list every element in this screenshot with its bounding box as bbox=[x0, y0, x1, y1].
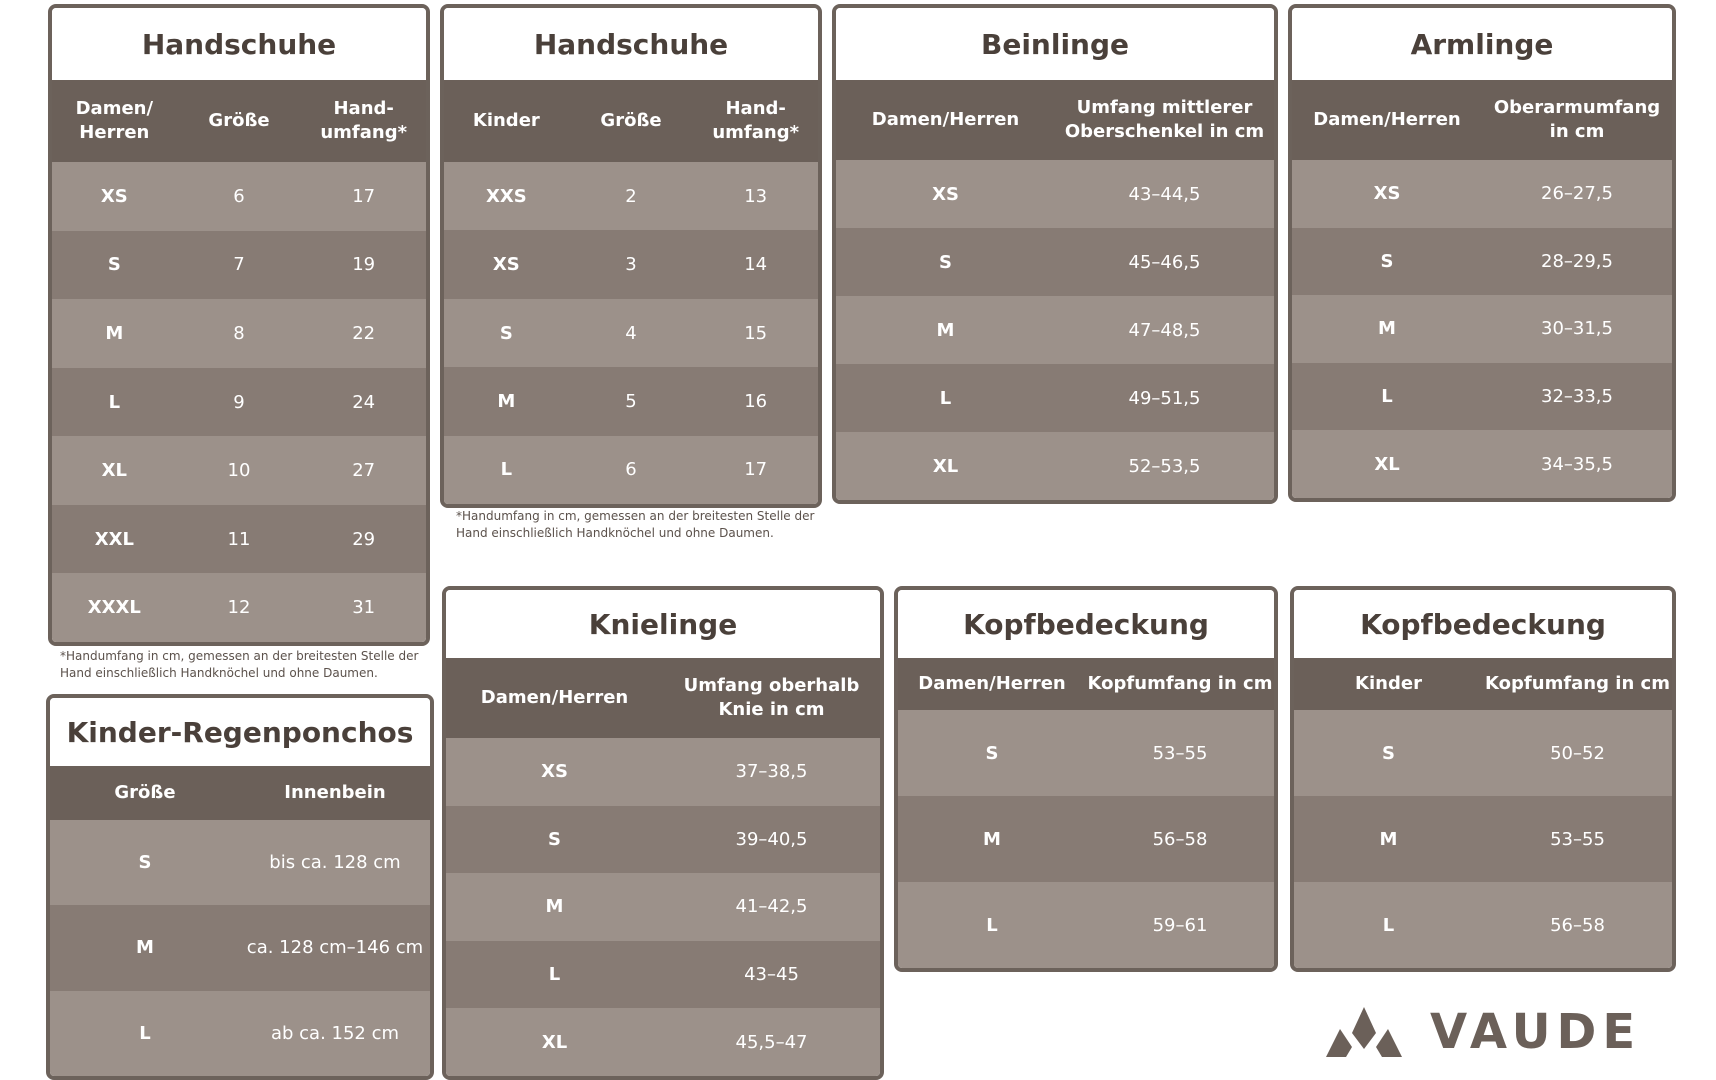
value-cell: 56–58 bbox=[1550, 914, 1605, 936]
value-cell: 16 bbox=[744, 390, 768, 412]
size-cell: XS bbox=[492, 254, 520, 276]
gloves-adults-footnote: *Handumfang in cm, gemessen an der breitesten Stelle der Hand einschließlich Handknöchel und ohne Daumen. bbox=[60, 649, 419, 680]
size-cell: L bbox=[1382, 914, 1395, 936]
size-cell: XL bbox=[101, 460, 128, 482]
column-header: Damen/ Herren bbox=[75, 98, 154, 143]
size-cell: L bbox=[108, 391, 121, 413]
value-cell: 28–29,5 bbox=[1541, 250, 1613, 272]
column-header: Damen/Herren bbox=[1313, 109, 1461, 130]
value-cell: 30–31,5 bbox=[1541, 318, 1613, 340]
value-cell: 7 bbox=[233, 254, 245, 276]
vaude-wordmark: VAUDE bbox=[1430, 1004, 1642, 1060]
vaude-mountain-icon bbox=[1326, 1005, 1402, 1059]
size-cell: S bbox=[107, 254, 121, 276]
value-cell: 2 bbox=[625, 185, 637, 207]
table-row bbox=[836, 432, 1274, 500]
size-cell: XXXL bbox=[87, 597, 141, 619]
table-row bbox=[1294, 796, 1672, 882]
size-cell: L bbox=[500, 459, 513, 481]
table-row bbox=[446, 873, 880, 941]
table-row bbox=[444, 436, 818, 504]
size-cell: M bbox=[105, 322, 124, 344]
table-title: Handschuhe bbox=[444, 8, 818, 80]
value-cell: 31 bbox=[352, 597, 376, 619]
table-title: Beinlinge bbox=[836, 8, 1274, 80]
size-cell: L bbox=[548, 964, 561, 986]
table-title: Knielinge bbox=[446, 590, 880, 658]
table-title: Handschuhe bbox=[52, 8, 426, 80]
size-cell: XXL bbox=[94, 528, 134, 550]
size-cell: S bbox=[499, 322, 513, 344]
table-row bbox=[444, 299, 818, 367]
value-cell: 52–53,5 bbox=[1128, 455, 1201, 477]
value-cell: 5 bbox=[625, 390, 637, 412]
size-cell: L bbox=[139, 1022, 151, 1044]
table-row bbox=[446, 1008, 880, 1076]
column-header: Größe bbox=[208, 110, 270, 131]
size-cell: M bbox=[1378, 318, 1396, 340]
table-body bbox=[444, 162, 818, 504]
size-cell: S bbox=[138, 852, 152, 874]
table-header-row bbox=[52, 80, 426, 162]
size-cell: XS bbox=[932, 183, 959, 205]
value-cell: 45,5–47 bbox=[735, 1031, 808, 1053]
table-body bbox=[52, 162, 426, 642]
size-cell: S bbox=[985, 742, 999, 764]
value-cell: ab ca. 152 cm bbox=[270, 1022, 400, 1044]
value-cell: 4 bbox=[625, 322, 637, 344]
table-row bbox=[446, 738, 880, 806]
value-cell: 6 bbox=[625, 459, 637, 481]
headwear-adults-table bbox=[894, 586, 1278, 972]
value-cell: 13 bbox=[744, 185, 768, 207]
value-cell: 17 bbox=[352, 185, 376, 207]
size-cell: XL bbox=[932, 455, 959, 477]
table-row bbox=[446, 806, 880, 874]
table-row bbox=[50, 991, 430, 1076]
value-cell: 29 bbox=[352, 528, 376, 550]
table-title: Kopfbedeckung bbox=[898, 590, 1274, 658]
value-cell: 53–55 bbox=[1550, 828, 1605, 850]
table-header-row bbox=[836, 80, 1274, 160]
value-cell: 26–27,5 bbox=[1541, 183, 1613, 205]
column-header: Kinder bbox=[472, 110, 540, 131]
table-row bbox=[898, 882, 1274, 968]
table-row bbox=[1292, 430, 1672, 498]
size-cell: S bbox=[1382, 742, 1395, 764]
size-cell: XL bbox=[541, 1031, 568, 1053]
column-header: Damen/Herren bbox=[918, 673, 1066, 694]
table-row bbox=[898, 796, 1274, 882]
table-row bbox=[1292, 160, 1672, 228]
table-row bbox=[52, 436, 426, 505]
column-header: Kopfumfang in cm bbox=[1485, 673, 1670, 694]
table-body bbox=[1292, 160, 1672, 498]
value-cell: 8 bbox=[233, 322, 245, 344]
column-header: Damen/Herren bbox=[480, 687, 629, 708]
table-title: Kinder-Regenponchos bbox=[50, 698, 430, 766]
column-header: Umfang oberhalb Knie in cm bbox=[683, 675, 860, 720]
column-header: Hand- umfang* bbox=[712, 98, 800, 143]
value-cell: 49–51,5 bbox=[1128, 387, 1201, 409]
table-row bbox=[836, 160, 1274, 228]
value-cell: 59–61 bbox=[1152, 914, 1208, 936]
table-header-row bbox=[1292, 80, 1672, 160]
table-row bbox=[52, 505, 426, 574]
value-cell: 56–58 bbox=[1152, 828, 1208, 850]
table-row bbox=[1294, 710, 1672, 796]
table-row bbox=[444, 162, 818, 230]
table-body bbox=[898, 710, 1274, 968]
table-body bbox=[446, 738, 880, 1076]
size-cell: S bbox=[939, 251, 952, 273]
value-cell: 10 bbox=[227, 460, 251, 482]
column-header: Innenbein bbox=[284, 782, 386, 803]
headwear-kids-table bbox=[1290, 586, 1676, 972]
value-cell: 3 bbox=[625, 254, 637, 276]
gloves-kids-table bbox=[440, 4, 822, 508]
value-cell: 45–46,5 bbox=[1128, 251, 1201, 273]
table-header-row bbox=[446, 658, 880, 738]
value-cell: 19 bbox=[352, 254, 376, 276]
value-cell: 34–35,5 bbox=[1541, 453, 1613, 475]
value-cell: 43–44,5 bbox=[1128, 183, 1201, 205]
table-row bbox=[1294, 882, 1672, 968]
vaude-logo bbox=[1326, 1000, 1656, 1064]
column-header: Kinder bbox=[1355, 673, 1422, 694]
gloves-kids-footnote: *Handumfang in cm, gemessen an der breitesten Stelle der Hand einschließlich Handknöchel und ohne Daumen. bbox=[456, 509, 815, 540]
table-row bbox=[1292, 228, 1672, 296]
table-row bbox=[52, 573, 426, 642]
knee-warmers-table bbox=[442, 586, 884, 1080]
size-cell: M bbox=[983, 828, 1001, 850]
table-body bbox=[836, 160, 1274, 500]
value-cell: 50–52 bbox=[1550, 742, 1605, 764]
size-cell: XXS bbox=[485, 185, 527, 207]
size-cell: XL bbox=[1374, 453, 1400, 475]
table-row bbox=[444, 230, 818, 298]
size-cell: L bbox=[986, 914, 998, 936]
table-row bbox=[446, 941, 880, 1009]
size-cell: L bbox=[1381, 386, 1393, 408]
size-cell: M bbox=[136, 937, 154, 959]
value-cell: 37–38,5 bbox=[735, 761, 808, 783]
table-row bbox=[52, 162, 426, 231]
value-cell: 15 bbox=[744, 322, 768, 344]
column-header: Hand- umfang* bbox=[320, 98, 408, 143]
value-cell: 32–33,5 bbox=[1541, 386, 1613, 408]
column-header: Größe bbox=[114, 782, 176, 803]
kids-ponchos-table bbox=[46, 694, 434, 1080]
table-row bbox=[1292, 363, 1672, 431]
table-body bbox=[50, 820, 430, 1076]
table-row bbox=[52, 299, 426, 368]
table-header-row bbox=[444, 80, 818, 162]
value-cell: 43–45 bbox=[744, 964, 799, 986]
value-cell: 17 bbox=[744, 459, 768, 481]
value-cell: 9 bbox=[233, 391, 245, 413]
size-cell: L bbox=[939, 387, 952, 409]
value-cell: 27 bbox=[352, 460, 376, 482]
column-header: Damen/Herren bbox=[871, 109, 1020, 130]
table-row bbox=[898, 710, 1274, 796]
table-title: Armlinge bbox=[1292, 8, 1672, 80]
value-cell: 14 bbox=[744, 254, 768, 276]
table-row bbox=[836, 296, 1274, 364]
size-cell: M bbox=[545, 896, 564, 918]
table-row bbox=[52, 368, 426, 437]
value-cell: 39–40,5 bbox=[735, 828, 808, 850]
size-cell: XS bbox=[1373, 183, 1401, 205]
size-cell: M bbox=[497, 390, 516, 412]
size-cell: M bbox=[1379, 828, 1398, 850]
value-cell: 53–55 bbox=[1152, 742, 1208, 764]
table-row bbox=[444, 367, 818, 435]
table-row bbox=[836, 364, 1274, 432]
column-header: Größe bbox=[600, 110, 662, 131]
size-cell: S bbox=[1380, 250, 1394, 272]
value-cell: 41–42,5 bbox=[735, 896, 808, 918]
arm-warmers-table bbox=[1288, 4, 1676, 502]
column-header: Umfang mittlerer Oberschenkel in cm bbox=[1064, 97, 1265, 142]
leg-warmers-table bbox=[832, 4, 1278, 504]
gloves-adults-table bbox=[48, 4, 430, 646]
column-header: Oberarmumfang in cm bbox=[1493, 97, 1661, 142]
table-header-row bbox=[898, 658, 1274, 710]
value-cell: bis ca. 128 cm bbox=[269, 852, 401, 874]
table-header-row bbox=[1294, 658, 1672, 710]
value-cell: 47–48,5 bbox=[1128, 319, 1201, 341]
value-cell: ca. 128 cm–146 cm bbox=[246, 937, 424, 959]
size-cell: S bbox=[548, 828, 561, 850]
table-row bbox=[1292, 295, 1672, 363]
table-row bbox=[836, 228, 1274, 296]
column-header: Kopfumfang in cm bbox=[1087, 673, 1273, 694]
size-cell: M bbox=[936, 319, 955, 341]
value-cell: 11 bbox=[227, 528, 251, 550]
size-cell: XS bbox=[100, 185, 128, 207]
table-row bbox=[52, 231, 426, 300]
table-row bbox=[50, 905, 430, 990]
value-cell: 12 bbox=[227, 597, 251, 619]
table-header-row bbox=[50, 766, 430, 820]
value-cell: 24 bbox=[352, 391, 376, 413]
value-cell: 22 bbox=[352, 322, 376, 344]
table-body bbox=[1294, 710, 1672, 968]
size-cell: XS bbox=[541, 761, 568, 783]
table-row bbox=[50, 820, 430, 905]
table-title: Kopfbedeckung bbox=[1294, 590, 1672, 658]
value-cell: 6 bbox=[233, 185, 245, 207]
